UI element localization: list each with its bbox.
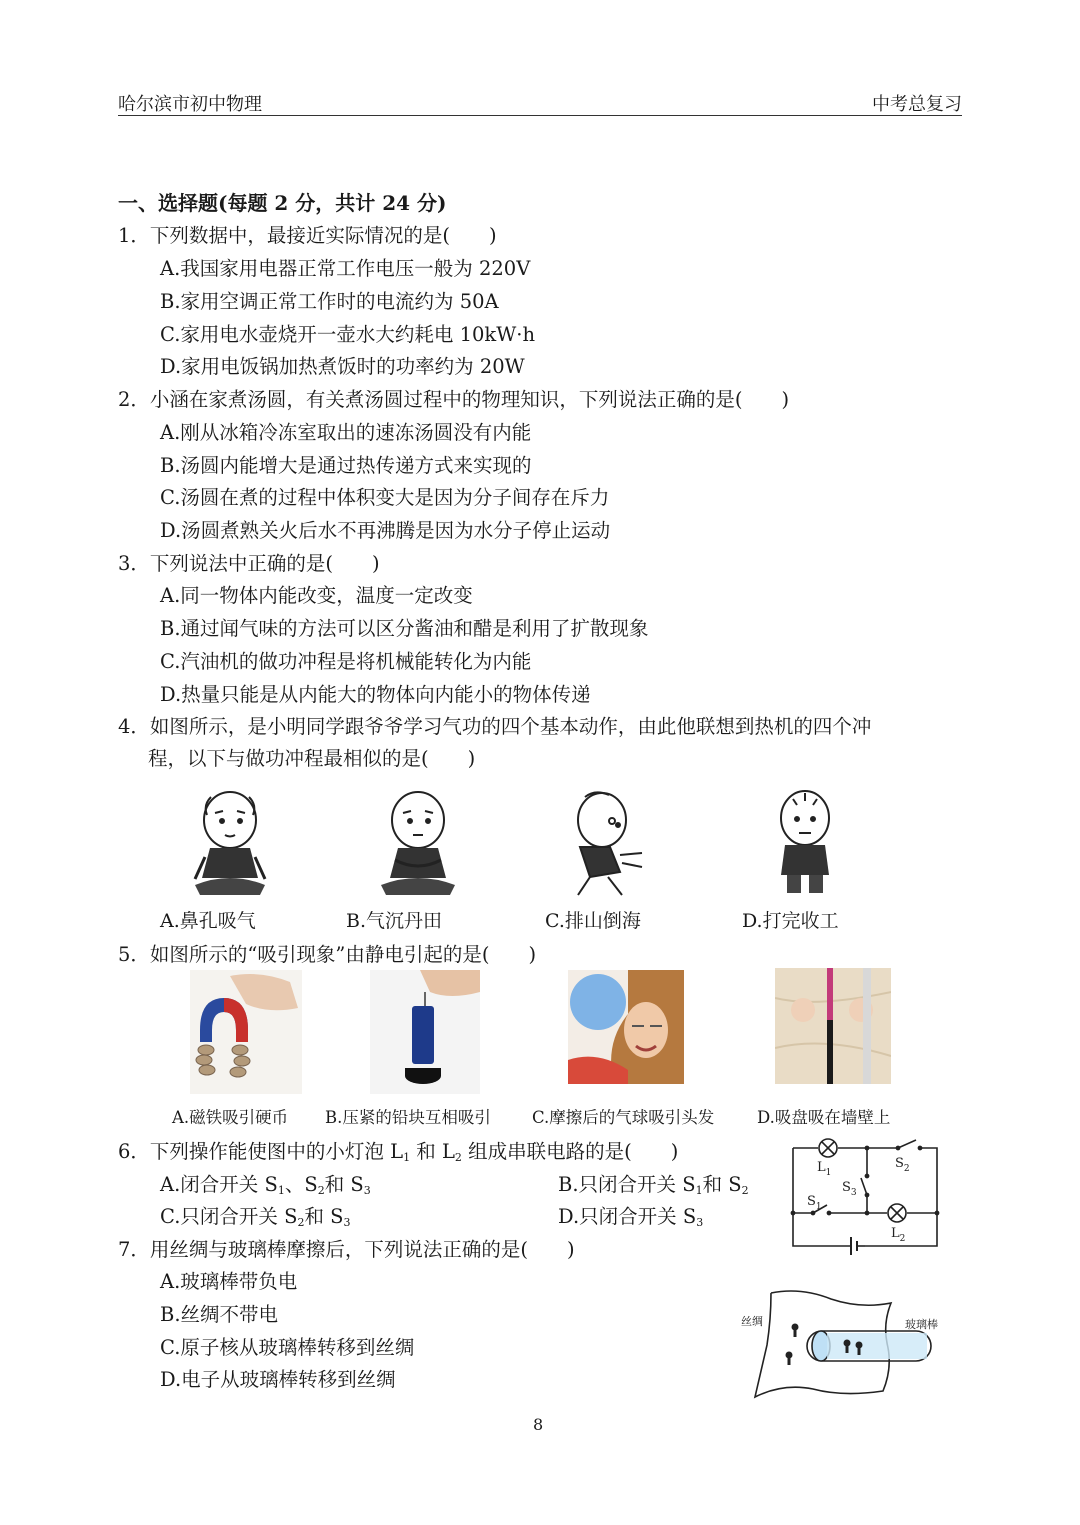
q4-figure-d [765, 785, 845, 900]
label-S1: $S_1$ [807, 1194, 822, 1212]
q5-stem: 5．如图所示的“吸引现象”由静电引起的是( ) [118, 943, 537, 966]
q5-photo-balloon-hair [568, 970, 684, 1084]
q6-option-c: C.只闭合开关 $S_2$和 $S_3$ [160, 1205, 351, 1229]
q4-figure-c [560, 785, 650, 900]
q2-option-d: D.汤圆煮熟关火后水不再沸腾是因为水分子停止运动 [160, 519, 611, 542]
q4-figure-a [185, 785, 275, 900]
header-right: 中考总复习 [872, 94, 962, 115]
label-glass-rod: 玻璃棒 [905, 1318, 938, 1331]
q2-option-c: C.汤圆在煮的过程中体积变大是因为分子间存在斥力 [160, 486, 610, 509]
q4-figure-b [373, 785, 463, 900]
q5-caption-c: C.摩擦后的气球吸引头发 [532, 1108, 715, 1127]
q1-option-a: A.我国家用电器正常工作电压一般为 220V [160, 257, 531, 280]
q2-option-b: B.汤圆内能增大是通过热传递方式来实现的 [160, 454, 532, 477]
q4-caption-b: B.气沉丹田 [346, 910, 443, 932]
q2-stem: 2．小涵在家煮汤圆，有关煮汤圆过程中的物理知识，下列说法正确的是( ) [118, 388, 790, 411]
label-silk: 丝绸 [741, 1315, 763, 1328]
q7-option-a: A.玻璃棒带负电 [160, 1270, 298, 1293]
label-L1: $L_1$ [817, 1160, 832, 1178]
q5-photo-magnet-coins [190, 970, 302, 1094]
label-L2: $L_2$ [891, 1226, 906, 1244]
q3-option-a: A.同一物体内能改变，温度一定改变 [160, 584, 473, 607]
q7-stem: 7．用丝绸与玻璃棒摩擦后，下列说法正确的是( ) [118, 1238, 575, 1261]
q4-stem-line2: 程，以下与做功冲程最相似的是( ) [148, 747, 476, 770]
page-number: 8 [533, 1415, 544, 1434]
label-S2: $S_2$ [895, 1156, 910, 1174]
q6-stem: 6．下列操作能使图中的小灯泡 $L_1$ 和 $L_2$ 组成串联电路的是( ) [118, 1140, 679, 1164]
q6-option-b: B.只闭合开关 $S_1$和 $S_2$ [558, 1173, 749, 1197]
q4-caption-c: C.排山倒海 [545, 910, 641, 932]
q2-option-a: A.刚从冰箱冷冻室取出的速冻汤圆没有内能 [160, 421, 532, 444]
q1-option-c: C.家用电水壶烧开一壶水大约耗电 10kW·h [160, 323, 536, 346]
q6-option-d: D.只闭合开关 $S_3$ [558, 1205, 704, 1229]
q4-caption-a: A.鼻孔吸气 [160, 910, 256, 932]
q4-stem-line1: 4．如图所示，是小明同学跟爷爷学习气功的四个基本动作，由此他联想到热机的四个冲 [118, 715, 872, 738]
q7-silk-glass-rod-figure [735, 1285, 957, 1403]
q5-caption-a: A.磁铁吸引硬币 [172, 1108, 289, 1127]
q1-option-d: D.家用电饭锅加热煮饭时的功率约为 20W [160, 355, 525, 378]
q3-option-d: D.热量只能是从内能大的物体向内能小的物体传递 [160, 683, 591, 706]
q7-option-c: C.原子核从玻璃棒转移到丝绸 [160, 1336, 415, 1359]
section-title: 一、选择题(每题 2 分，共计 24 分) [118, 191, 447, 215]
q3-option-c: C.汽油机的做功冲程是将机械能转化为内能 [160, 650, 532, 673]
q5-caption-d: D.吸盘吸在墙壁上 [757, 1108, 891, 1127]
header-left: 哈尔滨市初中物理 [118, 94, 262, 115]
q1-stem: 1．下列数据中，最接近实际情况的是( ) [118, 224, 497, 247]
q3-option-b: B.通过闻气味的方法可以区分酱油和醋是利用了扩散现象 [160, 617, 649, 640]
label-S3: $S_3$ [842, 1180, 857, 1198]
q5-photo-lead-blocks [370, 970, 480, 1094]
q5-photo-suction-cups [775, 968, 891, 1084]
q1-option-b: B.家用空调正常工作时的电流约为 50A [160, 290, 499, 313]
q3-stem: 3．下列说法中正确的是( ) [118, 552, 380, 575]
q6-option-a: A.闭合开关 $S_1$、$S_2$和 $S_3$ [160, 1173, 371, 1197]
header-rule [118, 115, 962, 116]
q7-option-b: B.丝绸不带电 [160, 1303, 279, 1326]
q6-circuit-diagram [785, 1133, 945, 1258]
q5-caption-b: B.压紧的铅块互相吸引 [325, 1108, 491, 1127]
q4-caption-d: D.打完收工 [742, 910, 839, 932]
q7-option-d: D.电子从玻璃棒转移到丝绸 [160, 1368, 396, 1391]
